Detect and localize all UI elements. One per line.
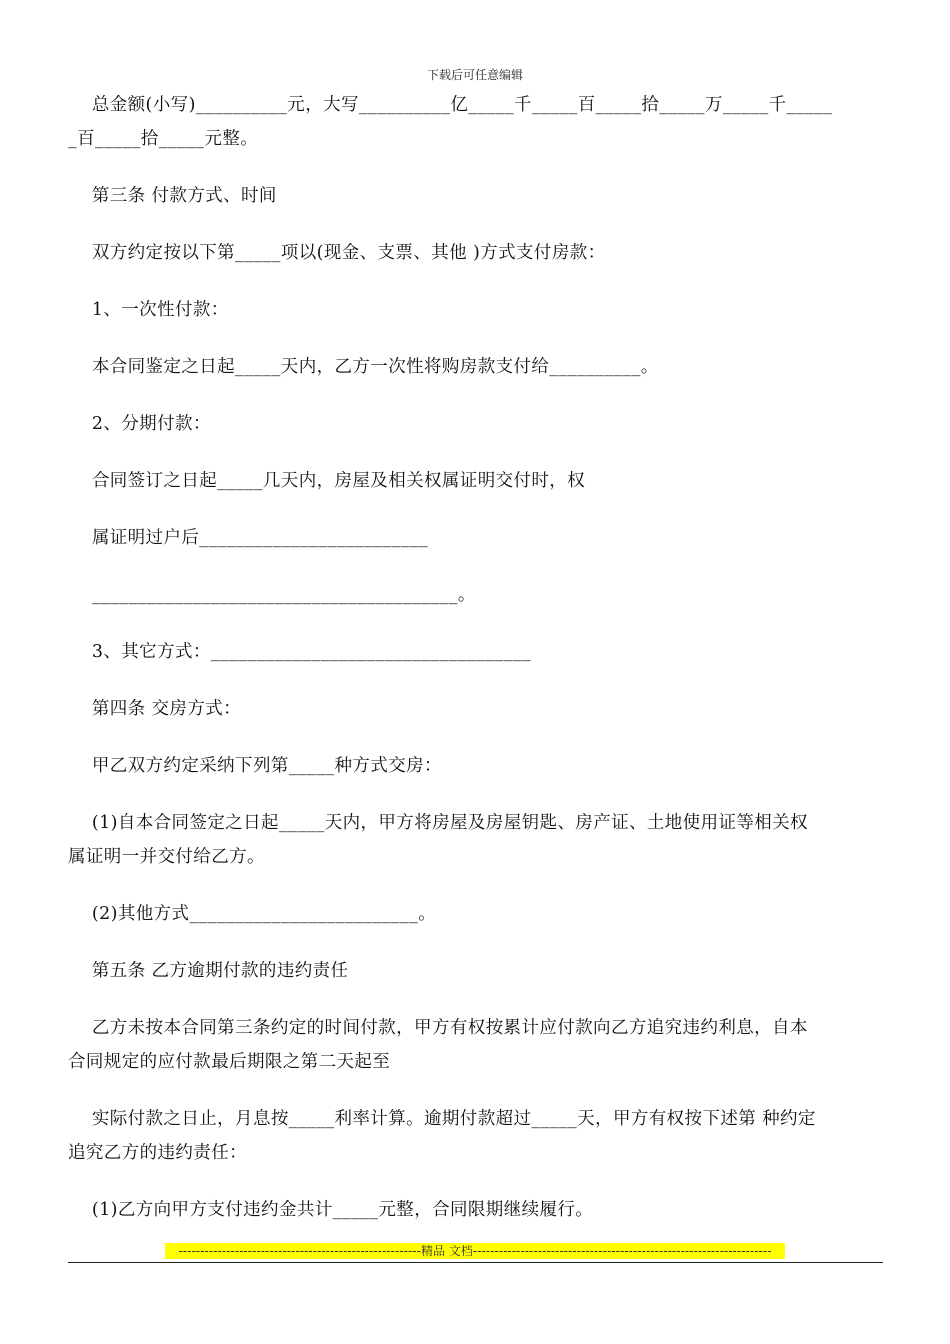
article-4-heading: 第四条 交房方式： xyxy=(68,699,242,719)
paragraph-installment-2: 属证明过户后_________________________ xyxy=(68,528,429,548)
article-3-heading: 第三条 付款方式、时间 xyxy=(68,186,277,206)
article-5-heading: 第五条 乙方逾期付款的违约责任 xyxy=(68,961,349,981)
paragraph-handover-option-1: (1)自本合同签定之日起_____天内，甲方将房屋及房屋钥匙、房产证、土地使用证等相关权 属证明一并交付给乙方。 xyxy=(68,813,808,867)
item-installment-heading: 2、分期付款： xyxy=(68,414,211,434)
footer-watermark-band: --------------------------------------------------------精品 文档--------------------------------------------------------------------- xyxy=(165,1243,785,1259)
paragraph-late-payment-1: 乙方未按本合同第三条约定的时间付款，甲方有权按累计应付款向乙方追究违约利息，自本 合同规定的应付款最后期限之第二天起至 xyxy=(68,1018,808,1072)
paragraph-payment-method: 双方约定按以下第_____项以(现金、支票、其他 )方式支付房款： xyxy=(68,243,606,263)
paragraph-installment-1: 合同签订之日起_____几天内，房屋及相关权属证明交付时，权 xyxy=(68,471,586,491)
paragraph-lump-sum: 本合同鉴定之日起_____天内，乙方一次性将购房款支付给__________。 xyxy=(68,357,659,377)
paragraph-handover-option-2: (2)其他方式_________________________。 xyxy=(68,904,437,924)
paragraph-installment-3: ________________________________________。 xyxy=(68,585,476,605)
paragraph-penalty-option-1: (1)乙方向甲方支付违约金共计_____元整，合同限期继续履行。 xyxy=(68,1200,594,1220)
paragraph-total-amount: 总金额(小写)__________元，大写__________亿_____千_____百_____拾_____万_____千_____ _百_____拾_____元整。 xyxy=(68,95,833,149)
download-edit-note: 下载后可任意编辑 xyxy=(426,68,523,82)
item-lump-sum-heading: 1、一次性付款： xyxy=(68,300,229,320)
paragraph-late-payment-2: 实际付款之日止，月息按_____利率计算。逾期付款超过_____天，甲方有权按下述第 种约定 追究乙方的违约责任： xyxy=(68,1109,816,1163)
footer-divider xyxy=(68,1262,883,1263)
paragraph-handover-choice: 甲乙双方约定采纳下列第_____种方式交房： xyxy=(68,756,442,776)
item-other-method: 3、其它方式：___________________________________ xyxy=(68,642,532,662)
